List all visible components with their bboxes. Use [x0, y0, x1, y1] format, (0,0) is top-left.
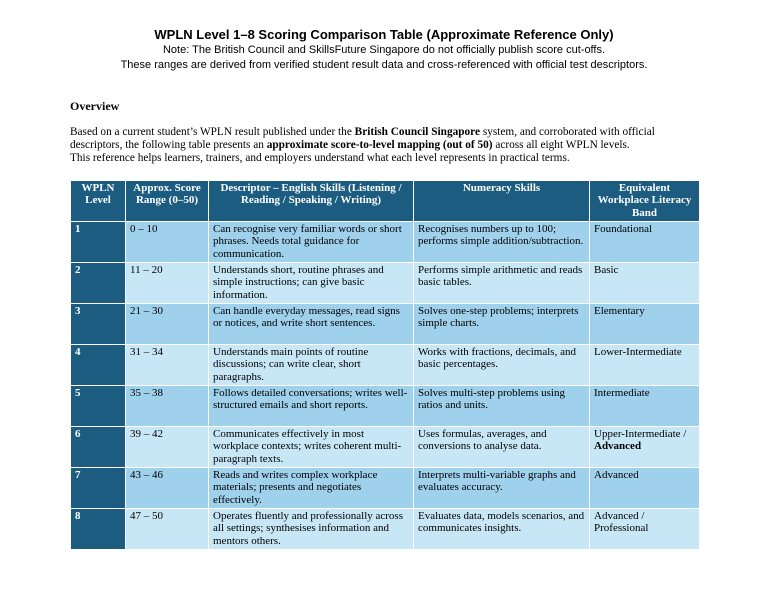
band-cell — [590, 468, 700, 509]
band-text: Advanced — [594, 469, 639, 481]
descriptor-cell: Follows detailed conversations; writes well-structured emails and short reports. — [209, 386, 414, 427]
descriptor-cell: Can handle everyday messages, read signs or notices, and write short sentences. — [209, 304, 414, 345]
table-row — [71, 345, 700, 386]
descriptor-cell: Operates fluently and professionally across all settings; synthesises information and mentors others. — [209, 509, 414, 550]
band-text: Advanced / Professional — [594, 510, 649, 535]
intro-text-b: British Council Singapore — [354, 126, 481, 138]
band-text: Elementary — [594, 305, 645, 317]
band-text: Intermediate — [594, 387, 650, 399]
numeracy-cell: Evaluates data, models scenarios, and communicates insights. — [414, 509, 590, 550]
header-score-range: Approx. Score Range (0–50) — [126, 181, 209, 222]
numeracy-cell: Performs simple arithmetic and reads basic tables. — [414, 263, 590, 304]
descriptor-cell: Understands main points of routine discussions; can write clear, short paragraphs. — [209, 345, 414, 386]
band-cell — [590, 304, 700, 345]
score-range-cell: 35 – 38 — [126, 386, 209, 427]
overview-heading: Overview — [70, 99, 120, 113]
numeracy-cell: Uses formulas, averages, and conversions to analyse data. — [414, 427, 590, 468]
note-line-1: Note: The British Council and SkillsFuture Singapore do not officially publish score cut-offs. — [162, 44, 606, 56]
note-line-2: These ranges are derived from verified student result data and cross-referenced with official test descriptors. — [120, 59, 648, 71]
band-cell — [590, 222, 700, 263]
numeracy-cell: Solves one-step problems; interprets simple charts. — [414, 304, 590, 345]
level-cell: 1 — [71, 222, 126, 263]
table-row — [71, 304, 700, 345]
level-cell: 5 — [71, 386, 126, 427]
score-range-cell: 0 – 10 — [126, 222, 209, 263]
level-cell: 3 — [71, 304, 126, 345]
level-cell: 7 — [71, 468, 126, 509]
score-range-cell: 21 – 30 — [126, 304, 209, 345]
band-cell — [590, 509, 700, 550]
intro-text-c: system, and corroborated with official descriptors, the following table presents an — [70, 126, 655, 152]
numeracy-cell: Solves multi-step problems using ratios and units. — [414, 386, 590, 427]
score-range-cell: 47 – 50 — [126, 509, 209, 550]
header-literacy-band: Equivalent Workplace Literacy Band — [590, 181, 700, 222]
intro-text — [70, 126, 710, 166]
intro-text-a: Based on a current student’s WPLN result published under the — [70, 126, 355, 138]
table-row — [71, 427, 700, 468]
score-range-cell: 43 – 46 — [126, 468, 209, 509]
band-cell — [590, 263, 700, 304]
band-text: Upper-Intermediate / — [594, 428, 687, 440]
band-text-bold: Advanced — [594, 440, 642, 453]
level-cell: 8 — [71, 509, 126, 550]
intro-paragraph-2: This reference helps learners, trainers, and employers understand what each level represents in practical terms. — [70, 152, 570, 165]
descriptor-cell: Reads and writes complex workplace materials; presents and negotiates effectively. — [209, 468, 414, 509]
score-comparison-table — [70, 180, 700, 550]
numeracy-cell: Interprets multi-variable graphs and evaluates accuracy. — [414, 468, 590, 509]
band-text: Foundational — [594, 223, 653, 235]
header-level: WPLN Level — [71, 181, 126, 222]
score-range-cell: 39 – 42 — [126, 427, 209, 468]
band-text: Basic — [594, 264, 619, 276]
intro-text-d: approximate score-to-level mapping (out of 50) — [266, 139, 493, 152]
header-numeracy: Numeracy Skills — [414, 181, 590, 222]
intro-text-e: across all eight WPLN levels. — [492, 139, 630, 152]
numeracy-cell: Recognises numbers up to 100; performs simple addition/subtraction. — [414, 222, 590, 263]
table-row — [71, 263, 700, 304]
score-range-cell: 31 – 34 — [126, 345, 209, 386]
table-row — [71, 509, 700, 550]
page-title: WPLN Level 1–8 Scoring Comparison Table (Approximate Reference Only) — [154, 27, 614, 42]
descriptor-cell: Understands short, routine phrases and simple instructions; can give basic information. — [209, 263, 414, 304]
level-cell: 6 — [71, 427, 126, 468]
numeracy-cell: Works with fractions, decimals, and basic percentages. — [414, 345, 590, 386]
band-cell — [590, 345, 700, 386]
table-row — [71, 386, 700, 427]
header-english-descriptor: Descriptor – English Skills (Listening / Reading / Speaking / Writing) — [209, 181, 414, 222]
table-header-row — [71, 181, 700, 222]
score-range-cell: 11 – 20 — [126, 263, 209, 304]
band-cell — [590, 427, 700, 468]
descriptor-cell: Can recognise very familiar words or short phrases. Needs total guidance for communication. — [209, 222, 414, 263]
band-text: Lower-Intermediate — [594, 346, 682, 358]
table-row — [71, 222, 700, 263]
level-cell: 2 — [71, 263, 126, 304]
level-cell: 4 — [71, 345, 126, 386]
table-row — [71, 468, 700, 509]
descriptor-cell: Communicates effectively in most workplace contexts; writes coherent multi-paragraph texts. — [209, 427, 414, 468]
intro-paragraph-1 — [70, 126, 710, 152]
band-cell — [590, 386, 700, 427]
